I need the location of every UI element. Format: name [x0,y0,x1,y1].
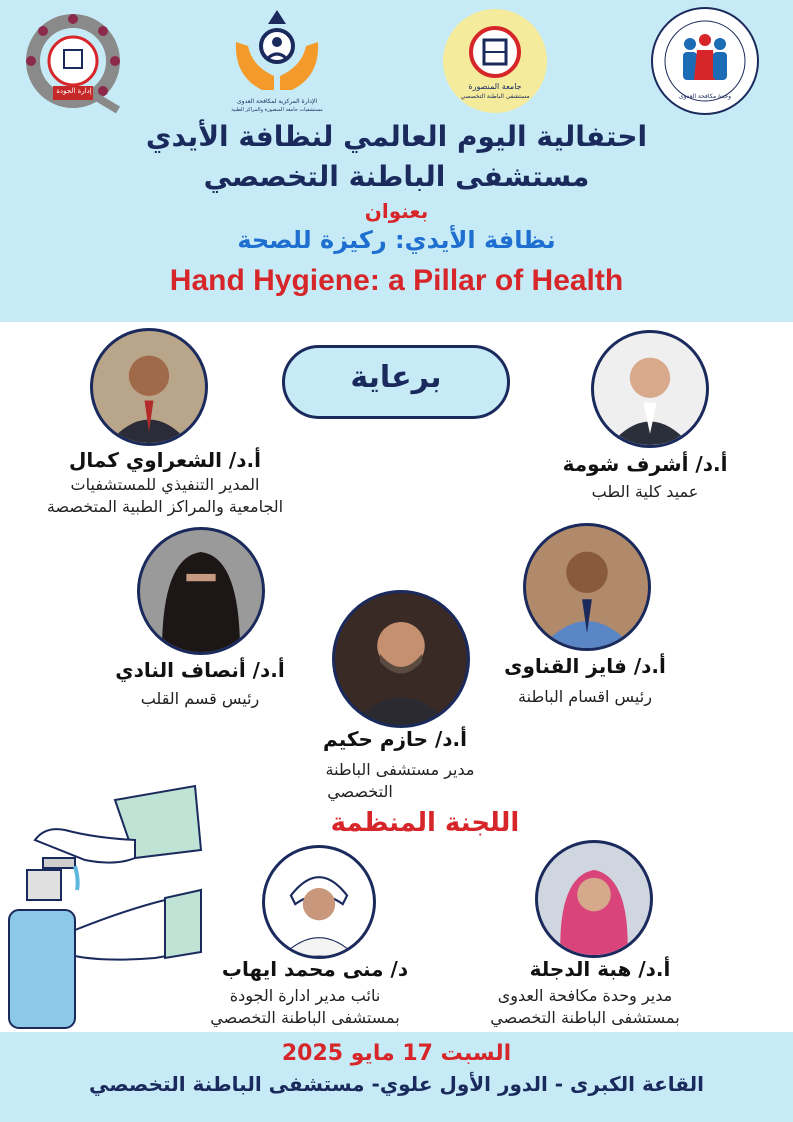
role-heba-eldegla-1: مدير وحدة مكافحة العدوى [497,986,673,1005]
role-ashraf-shouma: عميد كلية الطب [591,482,699,501]
quality-logo-text: إدارة الجودة [56,87,92,95]
subtitle-label: بعنوان [364,199,429,223]
committee-label: اللجنة المنظمة [330,808,520,838]
role-heba-eldegla-2: بمستشفى الباطنة التخصصي [490,1008,680,1027]
role-mona-ehab-2: بمستشفى الباطنة التخصصي [210,1008,400,1027]
university-text-1: جامعة المنصورة [468,82,522,91]
name-shaarawy-kamal: أ.د/ الشعراوي كمال [69,448,261,472]
name-hazem-hakim: أ.د/ حازم حكيم [323,727,467,751]
patronage-label: برعاية [350,360,442,395]
name-ashraf-shouma: أ.د/ أشرف شومة [562,452,728,476]
photo-ensaf-elnady [137,527,265,655]
photo-ashraf-shouma [591,330,709,448]
name-fayez-elkenawy: أ.د/ فايز القناوى [504,654,666,678]
mansoura-university-logo [440,6,550,116]
infection-control-text-1: الإدارة المركزية لمكافحة العدوى [236,98,318,105]
photo-shaarawy-kamal [90,328,208,446]
unit-bottom-text: وحدة مكافحة العدوى [678,93,732,100]
role-shaarawy-kamal-1: المدير التنفيذي للمستشفيات [70,475,260,494]
name-heba-eldegla: أ.د/ هبة الدجلة [529,957,671,981]
theme-english: Hand Hygiene: a Pillar of Health [169,264,624,297]
name-ensaf-elnady: أ.د/ أنصاف النادي [115,658,285,682]
quality-management-logo [18,6,128,116]
infection-control-unit-logo [650,6,760,116]
role-shaarawy-kamal-2: الجامعية والمراكز الطبية المتخصصة [46,497,284,516]
event-title: احتفالية اليوم العالمي لنظافة الأيدي [145,120,648,153]
role-mona-ehab-1: نائب مدير ادارة الجودة [229,986,381,1005]
role-hazem-hakim-1: مدير مستشفى الباطنة [325,760,475,779]
photo-heba-eldegla [535,840,653,958]
photo-hazem-hakim [332,590,470,728]
role-fayez-elkenawy: رئيس اقسام الباطنة [518,687,652,706]
hospital-title: مستشفى الباطنة التخصصي [203,160,590,193]
event-venue: القاعة الكبرى - الدور الأول علوي- مستشفى الباطنة التخصصي [88,1072,705,1096]
role-hazem-hakim-2: التخصصي [327,782,393,801]
role-ensaf-elnady: رئيس قسم القلب [140,689,260,708]
photo-mona-ehab [262,845,376,959]
infection-control-logo [222,6,332,116]
event-date: السبت 17 مايو 2025 [281,1041,512,1066]
theme-arabic: نظافة الأيدي: ركيزة للصحة [237,226,556,254]
name-mona-ehab: د/ منى محمد ايهاب [221,957,409,981]
infection-control-text-2: مستشفيات جامعة المنصورة والمراكز الطبية [231,107,323,113]
university-text-2: مستشفى الباطنة التخصصي [460,93,530,100]
photo-fayez-elkenawy [523,523,651,651]
